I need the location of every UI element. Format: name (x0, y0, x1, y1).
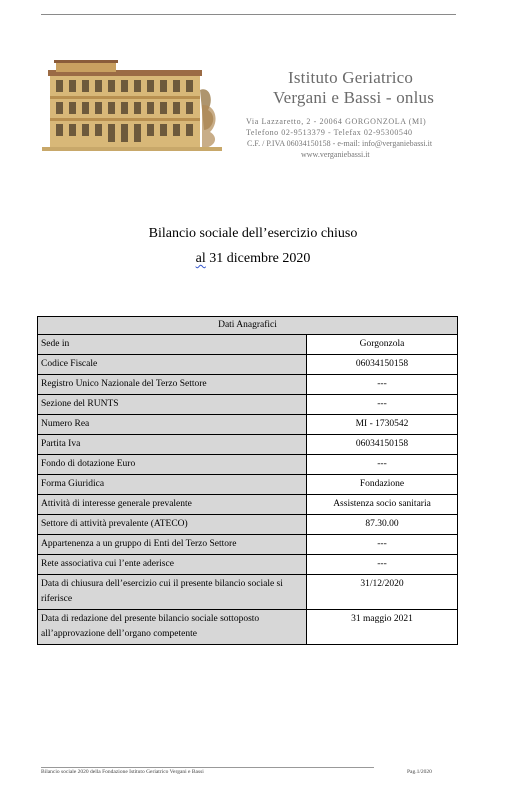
building-illustration (42, 60, 222, 153)
row-value: 31 maggio 2021 (307, 610, 458, 645)
org-phone: Telefono 02-9513379 - Telefax 02-95300540 (246, 128, 413, 137)
row-label: Partita Iva (38, 435, 307, 455)
row-label: Forma Giuridica (38, 475, 307, 495)
top-rule (41, 14, 456, 15)
row-value: Fondazione (307, 475, 458, 495)
footer-rule (41, 767, 374, 768)
row-value: 31/12/2020 (307, 575, 458, 610)
table-row (38, 375, 458, 395)
row-value: Assistenza socio sanitaria (307, 495, 458, 515)
page-number: Pag.1/2020 (407, 769, 432, 775)
table-row (38, 395, 458, 415)
table-header: Dati Anagrafici (38, 317, 458, 335)
table-row (38, 610, 458, 645)
table-row (38, 535, 458, 555)
row-value: --- (307, 455, 458, 475)
row-value: 06034150158 (307, 355, 458, 375)
org-name-line2: Vergani e Bassi - onlus (273, 88, 435, 107)
row-value: --- (307, 395, 458, 415)
table-row (38, 435, 458, 455)
row-value: --- (307, 535, 458, 555)
table-row (38, 415, 458, 435)
row-label: Numero Rea (38, 415, 307, 435)
table-row (38, 515, 458, 535)
row-value: --- (307, 375, 458, 395)
table-row (38, 335, 458, 355)
row-label: Data di redazione del presente bilancio sociale sottoposto all’approvazione dell’organo competente (38, 610, 307, 645)
document-title-line2 (0, 251, 506, 267)
row-label: Data di chiusura dell’esercizio cui il presente bilancio sociale si riferisce (38, 575, 307, 610)
document-title-date: 31 dicembre 2020 (205, 251, 311, 266)
table-header-row (38, 317, 458, 335)
org-website: www.verganiebassi.it (301, 150, 370, 159)
spellcheck-word: al (195, 251, 206, 266)
table-row (38, 475, 458, 495)
row-value: Gorgonzola (307, 335, 458, 355)
table-row (38, 355, 458, 375)
row-label: Appartenenza a un gruppo di Enti del Terzo Settore (38, 535, 307, 555)
table-row (38, 455, 458, 475)
org-name-line1: Istituto Geriatrico (288, 68, 414, 87)
row-label: Sezione del RUNTS (38, 395, 307, 415)
letterhead (42, 55, 462, 160)
row-label: Settore di attività prevalente (ATECO) (38, 515, 307, 535)
row-label: Rete associativa cui l’ente aderisce (38, 555, 307, 575)
row-label: Sede in (38, 335, 307, 355)
org-address: Via Lazzaretto, 2 - 20064 GORGONZOLA (MI) (246, 117, 427, 126)
row-value: 87.30.00 (307, 515, 458, 535)
document-title-line1: Bilancio sociale dell’esercizio chiuso (148, 226, 358, 241)
row-value: MI - 1730542 (307, 415, 458, 435)
row-label: Attività di interesse generale prevalente (38, 495, 307, 515)
table-row (38, 555, 458, 575)
row-value: --- (307, 555, 458, 575)
row-label: Registro Unico Nazionale del Terzo Settore (38, 375, 307, 395)
table-row (38, 495, 458, 515)
row-value: 06034150158 (307, 435, 458, 455)
table-row (38, 575, 458, 610)
dati-anagrafici-table (37, 316, 458, 645)
row-label: Codice Fiscale (38, 355, 307, 375)
footer-text: Bilancio sociale 2020 della Fondazione Istituto Geriatrico Vergani e Bassi (41, 769, 204, 775)
row-label: Fondo di dotazione Euro (38, 455, 307, 475)
org-tax-email: C.F. / P.IVA 06034150158 - e-mail: info@verganiebassi.it (247, 139, 433, 148)
